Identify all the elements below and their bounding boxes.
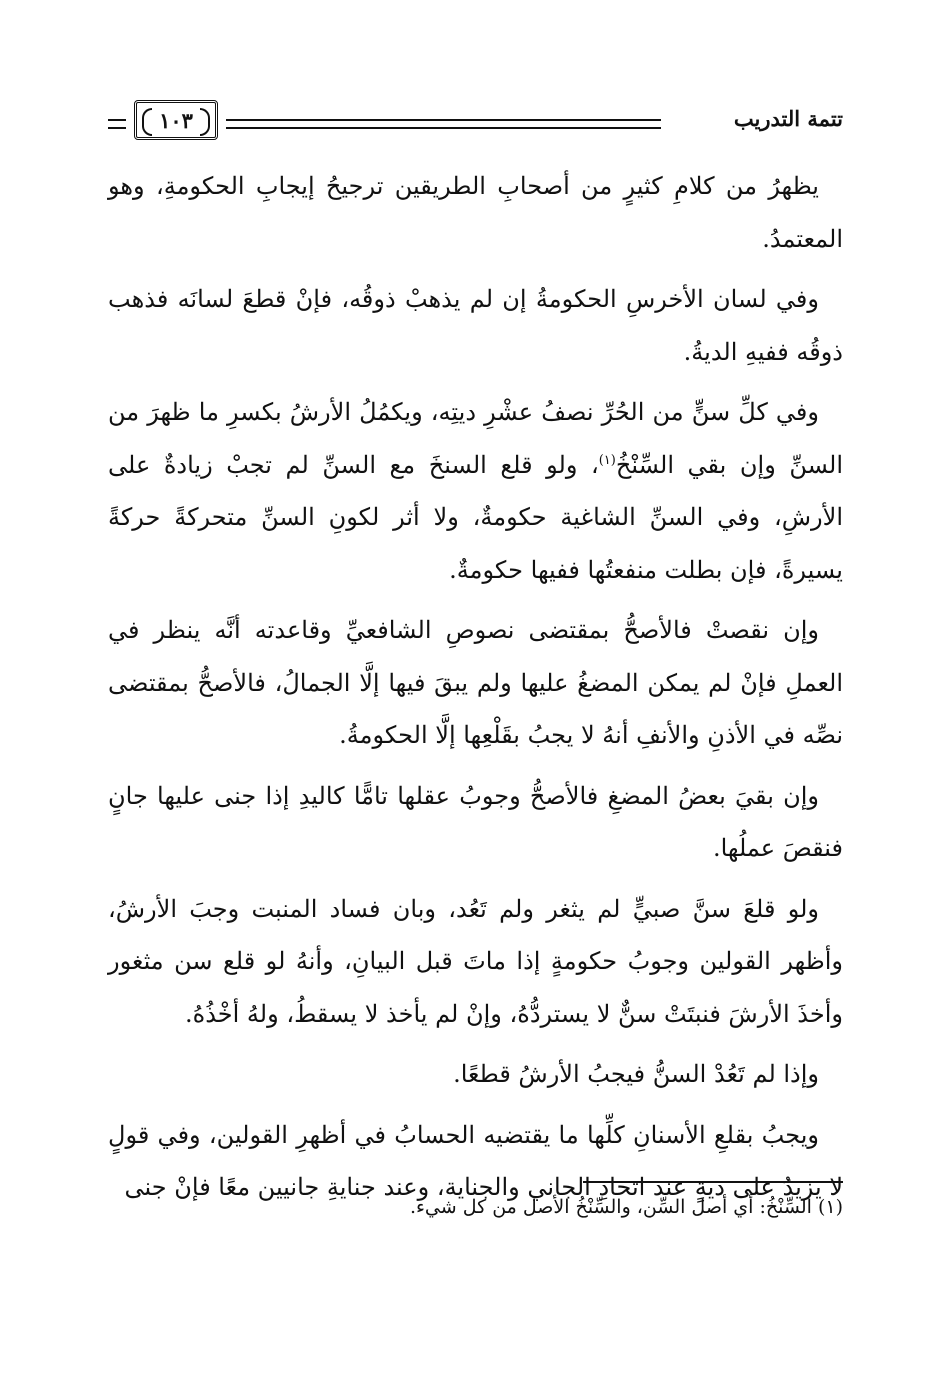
- page-header: [108, 92, 843, 148]
- footnote-marker: (١): [817, 1196, 843, 1218]
- paragraph: [108, 160, 843, 265]
- paragraph-text: يظهرُ من كلامِ كثيرٍ من أصحابِ الطريقين ترجيحُ إيجابِ الحكومةِ، وهو المعتمدُ.: [108, 172, 843, 253]
- paragraph-text: وفي لسان الأخرسِ الحكومةُ إن لم يذهبْ ذوقُه، فإنْ قطعَ لسانَه فذهب ذوقُه ففيهِ الديةُ.: [108, 285, 843, 366]
- paragraph: [108, 883, 843, 1041]
- paragraph-text: وفي كلِّ سنٍّ من الحُرِّ نصفُ عشْرِ ديتِه، ويكمُلُ الأرشُ بكسرِ ما ظهرَ من السنِّ وإن بقي السِّنْخُ: [108, 398, 843, 479]
- footnote: [108, 1192, 843, 1222]
- paragraph-text: وإن نقصتْ فالأصحُّ بمقتضى نصوصِ الشافعيِّ وقاعدته أنَّه ينظر في العملِ فإنْ لم يمكن المضغُ عليها ولم يبقَ فيها إلَّا الجمالُ، فالأصحُّ بمقتضى نصِّه في الأذنِ والأنفِ أنهُ لا يجبُ بقَلْعِها إلَّا الحكومةُ.: [108, 616, 843, 749]
- footnote-reference[interactable]: (١): [598, 452, 616, 468]
- paragraph-text: ويجبُ بقلعِ الأسنانِ كلِّها ما يقتضيه الحسابُ في أظهرِ القولين، وفي قولٍ لا يزيدُ على ديةٍ عند اتحادِ الجاني والجناية، وعند جنايةِ جانيين معًا فإنْ جنى: [108, 1120, 843, 1201]
- paragraph-text: وإذا لم تَعُدْ السنُّ فيجبُ الأرشُ قطعًا.: [453, 1060, 819, 1088]
- footnote-separator: [583, 1181, 843, 1183]
- header-double-rule: [226, 119, 661, 129]
- paragraph: [108, 273, 843, 378]
- paragraph: [108, 1048, 843, 1101]
- header-rule-stub: [108, 119, 126, 129]
- page-number: ١٠٣: [159, 107, 193, 133]
- paragraph: [108, 386, 843, 596]
- paragraph: [108, 770, 843, 875]
- paragraph-text: وإن بقيَ بعضُ المضغِ فالأصحُّ وجوبُ عقلها تامًّا كاليدِ إذا جنى عليها جانٍ فنقصَ عملُها.: [108, 781, 843, 862]
- page-number-frame: [134, 100, 218, 140]
- paragraph-text: ، ولو قلع السنخَ مع السنِّ لم تجبْ زيادةٌ على الأرشِ، وفي السنِّ الشاغية حكومةٌ، ولا أثر لكونِ السنِّ متحركةً حركةً يسيرةً، فإن بطلت منفعتُها ففيها حكومةٌ.: [108, 450, 843, 584]
- running-title: تتمة التدريب: [733, 106, 843, 131]
- paragraph-text: ولو قلعَ سنَّ صبيٍّ لم يثغر ولم تَعُد، وبان فساد المنبت وجبَ الأرشُ، وأظهر القولين وجوبُ حكومةٍ إذا ماتَ قبل البيانِ، وأنهُ لو قلع سن مثغور وأخذَ الأرشَ فنبتَتْ سنٌّ لا يستردُّهُ، وإنْ لم يأخذ لا يسقطُ، ولهُ أخْذُهُ.: [108, 894, 843, 1028]
- paragraph: [108, 604, 843, 762]
- book-page: [108, 92, 843, 1352]
- footnote-text: السِّنْخُ: أي أصل السِّن، والسِّنْخُ الأصل من كل شيء.: [409, 1196, 812, 1218]
- main-text: [108, 160, 843, 1222]
